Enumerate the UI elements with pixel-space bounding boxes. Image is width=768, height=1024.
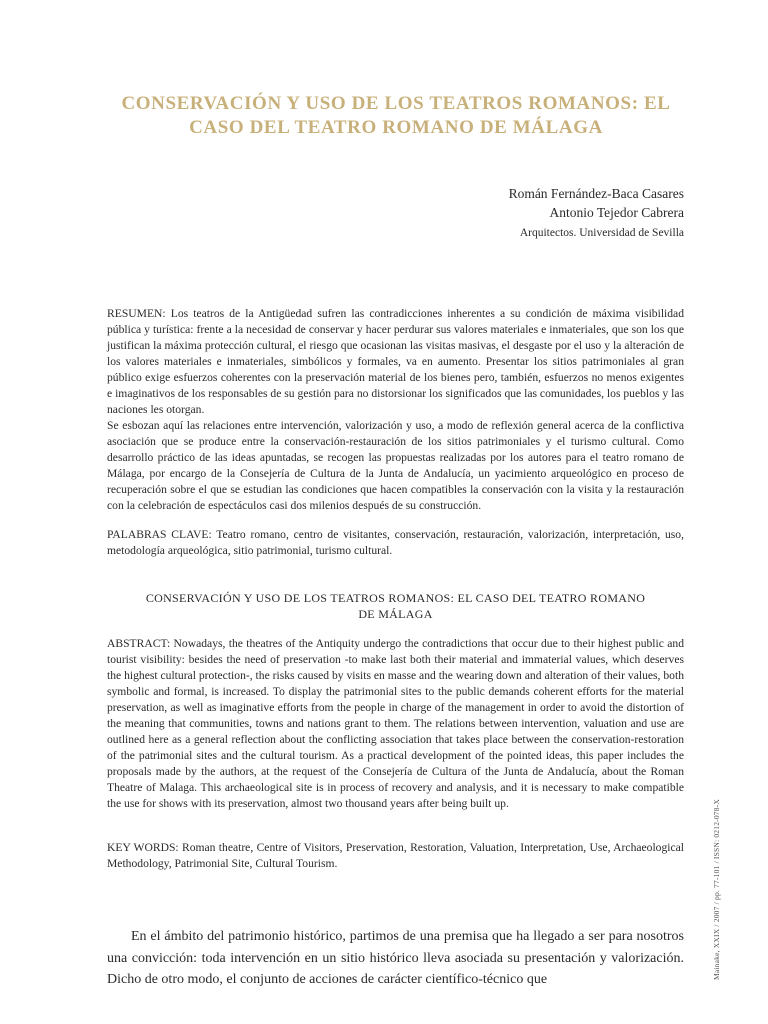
title-line-2: CASO DEL TEATRO ROMANO DE MÁLAGA — [189, 117, 603, 138]
article-title — [96, 92, 696, 140]
title-line-1: CONSERVACIÓN Y USO DE LOS TEATROS ROMANOS: EL — [121, 93, 671, 114]
palabras-clave-section — [107, 527, 684, 559]
author-block — [509, 184, 684, 242]
journal-reference: Mainake, XXIX / 2007 / pp. 77-101 / ISSN: 0212-078-X — [712, 798, 721, 980]
author-affiliation: Arquitectos. Universidad de Sevilla — [519, 227, 684, 239]
english-title-line-2: DE MÁLAGA — [358, 607, 433, 621]
english-title-line-1: CONSERVACIÓN Y USO DE LOS TEATROS ROMANOS: EL CASO DEL TEATRO ROMANO — [145, 591, 646, 605]
body-paragraph: En el ámbito del patrimonio histórico, partimos de una premisa que ha llegado a ser para nosotros una convicción: toda intervención en un sitio histórico lleva asociada su presentación y valorización. Dicho de otro modo, el conjunto de acciones de carácter científico-técnico que — [107, 929, 684, 987]
palabras-clave-text: PALABRAS CLAVE: Teatro romano, centro de visitantes, conservación, restauración, valorización, interpretación, uso, metodología arqueológica, sitio patrimonial, turismo cultural. — [107, 528, 684, 557]
english-title — [107, 590, 684, 622]
author-name: Román Fernández-Baca Casares — [508, 186, 684, 201]
resumen-section — [107, 306, 684, 514]
abstract-text: ABSTRACT: Nowadays, the theatres of the Antiquity undergo the contradictions that occur due to their highest public and tourist visibility: besides the need of preservation -to make last both their material and immaterial values, which deserves the highest cultural protection-, the risks caused by visits en masse and the wearing down and alteration of their values, both symbolic and formal, is increased. To display the patrimonial sites to the public demands coherent efforts for the material preservation, as well as imaginative efforts from the people in charge of the management in order to avoid the distortion of the meaning that communities, towns and nations grant to them. The relations between intervention, valuation and use are outlined here as a general reflection about the conflicting association that takes place between the conservation-restoration of the patrimonial sites and the cultural tourism. As a practical development of the pointed ideas, this paper includes the proposals made by the authors, at the request of the Consejería de Cultura of the Junta de Andalucía, about the Roman Theatre of Malaga. This archaeological site is in process of recovery and analysis, and it is necessary to make compatible the use for shows with its preservation, almost two thousand years after being built up. — [107, 637, 684, 810]
resumen-paragraph: RESUMEN: Los teatros de la Antigüedad sufren las contradicciones inherentes a su condición de máxima visibilidad pública y turística: frente a la necesidad de conservar y hacer perdurar sus valores materiales e inmateriales, que son los que justifican la máxima protección cultural, el riesgo que ocasionan las visitas masivas, el desgaste por el uso y la alteración de los valores materiales e inmateriales, simbólicos y formales, va en aumento. Presentar los sitios patrimoniales al gran público exige esfuerzos coherentes con la preservación material de los bienes pero, también, esfuerzos no menos exigentes e imaginativos de los responsables de su gestión para no distorsionar los significados que las comunidades, los pueblos y las naciones les otorgan. — [107, 307, 684, 416]
key-words-section — [107, 840, 684, 872]
resumen-paragraph: Se esbozan aquí las relaciones entre intervención, valorización y uso, a modo de reflexión general acerca de la conflictiva asociación que se produce entre la conservación-restauración de los sitios patrimoniales y el turismo cultural. Como desarrollo práctico de las ideas apuntadas, se recogen las propuestas realizadas por los autores para el teatro romano de Málaga, por encargo de la Consejería de Cultura de la Junta de Andalucía, un yacimiento arqueológico en proceso de recuperación sobre el que se estudian las condiciones que hacen compatibles la conservación con la visita y la restauración con la celebración de espectáculos casi dos milenios después de su construcción. — [107, 419, 684, 512]
author-name: Antonio Tejedor Cabrera — [549, 205, 684, 220]
key-words-text: KEY WORDS: Roman theatre, Centre of Visitors, Preservation, Restoration, Valuation, Interpretation, Use, Archaeological Methodology, Patrimonial Site, Cultural Tourism. — [107, 841, 684, 870]
abstract-section — [107, 636, 684, 812]
